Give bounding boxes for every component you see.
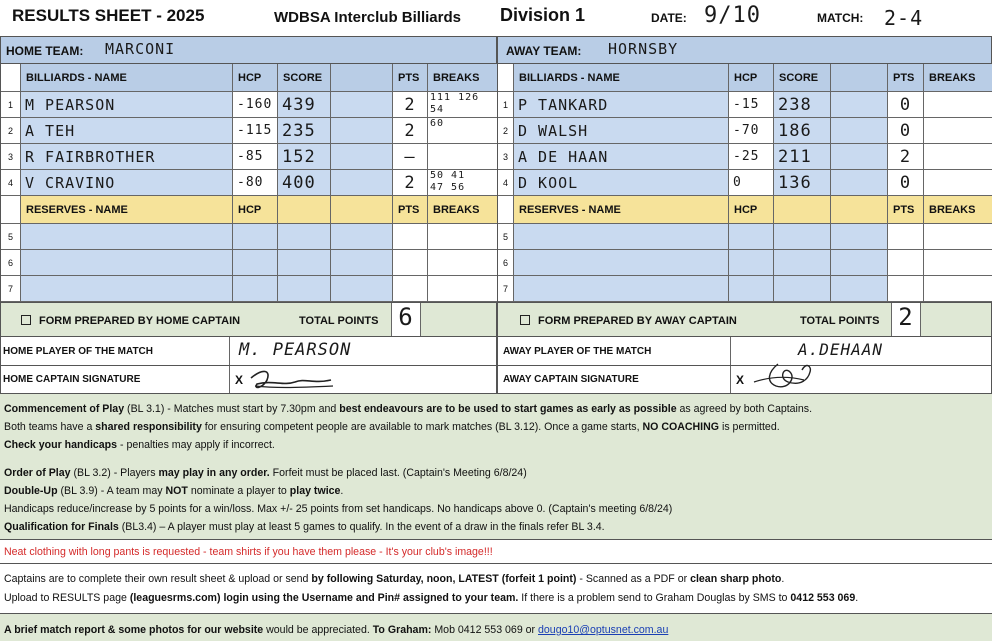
text-segment: Double-Up bbox=[4, 485, 58, 497]
text-segment: as agreed by both Captains. bbox=[676, 403, 813, 415]
home-player-pts-field[interactable]: 2 bbox=[393, 92, 428, 118]
text-segment: Mob 0412 553 069 or bbox=[431, 624, 539, 636]
away-form-row bbox=[497, 302, 992, 337]
away-form-checkbox[interactable] bbox=[520, 315, 530, 325]
home-reserve-blank-field[interactable] bbox=[331, 224, 393, 250]
submission-instructions bbox=[0, 564, 992, 614]
home-player-score-field[interactable]: 400 bbox=[278, 170, 331, 196]
away-total-label: TOTAL POINTS bbox=[800, 315, 880, 327]
away-break-line bbox=[924, 146, 992, 148]
text-line bbox=[4, 466, 672, 480]
text-line bbox=[4, 402, 812, 416]
text-segment: . bbox=[855, 592, 859, 604]
away-spacer-cell bbox=[831, 118, 888, 144]
home-player-breaks-field[interactable] bbox=[428, 118, 498, 144]
home-row-number: 4 bbox=[1, 170, 21, 196]
home-player-name-field[interactable]: M PEARSON bbox=[21, 92, 233, 118]
home-reserves-header-score bbox=[278, 196, 331, 224]
home-form-checkbox[interactable] bbox=[21, 315, 31, 325]
text-segment: nominate a player to bbox=[187, 485, 290, 497]
home-reserve-hcp-field[interactable] bbox=[233, 250, 278, 276]
home-player-breaks-field[interactable] bbox=[428, 144, 498, 170]
away-reserves-header-hcp: HCP bbox=[729, 196, 774, 224]
home-reserve-breaks-field[interactable] bbox=[428, 276, 498, 302]
away-player-pts-field[interactable]: 2 bbox=[888, 144, 924, 170]
home-reserve-score-field[interactable] bbox=[278, 250, 331, 276]
text-segment: would be appreciated. bbox=[263, 624, 373, 636]
text-segment: (BL3.4) – A player must play at least 5 games to qualify. In the event of a draw in the finals refer BL 3.4. bbox=[118, 521, 605, 533]
text-segment: Forfeit must be placed last. (Captain's Meeting 6/8/24) bbox=[269, 467, 527, 479]
home-signature-label: HOME CAPTAIN SIGNATURE bbox=[3, 374, 141, 385]
home-break-line: 50 41 bbox=[430, 170, 466, 181]
text-segment: Check your handicaps bbox=[4, 439, 118, 451]
home-header-blank bbox=[331, 64, 393, 92]
text-segment: Neat clothing with long pants is requested - team shirts if you have them please - It's your club's image!!! bbox=[4, 546, 493, 558]
contact-row bbox=[0, 614, 992, 641]
away-reserves-header-pts: PTS bbox=[888, 196, 924, 224]
home-reserves-header-breaks: BREAKS bbox=[428, 196, 498, 224]
home-results-table bbox=[0, 64, 497, 336]
away-spacer-cell bbox=[831, 144, 888, 170]
text-line bbox=[4, 572, 858, 586]
away-break-line bbox=[924, 94, 992, 96]
home-player-score-field[interactable]: 235 bbox=[278, 118, 331, 144]
home-reserve-name-field[interactable] bbox=[21, 224, 233, 250]
home-break-line: 111 126 bbox=[430, 92, 480, 103]
away-reserve-name-field[interactable] bbox=[514, 276, 729, 302]
home-break-line: 54 bbox=[430, 104, 445, 115]
away-reserve-name-field[interactable] bbox=[514, 250, 729, 276]
home-row-number: 2 bbox=[1, 118, 21, 144]
away-reserve-blank-field[interactable] bbox=[831, 276, 888, 302]
association-name: WDBSA Interclub Billiards bbox=[274, 9, 461, 26]
text-segment: Both teams have a bbox=[4, 421, 96, 433]
away-team-field[interactable]: HORNSBY bbox=[608, 40, 679, 58]
home-player-hcp-field[interactable]: -160 bbox=[233, 92, 278, 118]
away-header-breaks: BREAKS bbox=[924, 64, 992, 92]
date-label: DATE: bbox=[651, 11, 687, 25]
away-reserve-blank-field[interactable] bbox=[831, 224, 888, 250]
away-reserve-number: 6 bbox=[498, 250, 514, 276]
text-line bbox=[4, 520, 672, 534]
away-player-pts-field[interactable]: 0 bbox=[888, 92, 924, 118]
home-signature-field[interactable] bbox=[243, 366, 343, 394]
away-reserve-breaks-field[interactable] bbox=[924, 224, 992, 250]
text-line bbox=[4, 545, 493, 559]
dress-code-row bbox=[0, 540, 992, 564]
home-team-field[interactable]: MARCONI bbox=[105, 40, 176, 58]
text-segment: A brief match report & some photos for our website bbox=[4, 624, 264, 636]
home-total-field[interactable]: 6 bbox=[391, 303, 421, 336]
home-reserve-breaks-field[interactable] bbox=[428, 250, 498, 276]
away-results-table bbox=[497, 64, 992, 336]
away-player-pts-field[interactable]: 0 bbox=[888, 118, 924, 144]
away-player-hcp-field[interactable]: -25 bbox=[729, 144, 774, 170]
home-reserve-name-field[interactable] bbox=[21, 276, 233, 302]
text-segment: - Scanned as a PDF or bbox=[576, 573, 691, 585]
away-player-name-field[interactable]: D WALSH bbox=[514, 118, 729, 144]
home-reserves-header-num bbox=[1, 196, 21, 224]
home-reserve-score-field[interactable] bbox=[278, 276, 331, 302]
away-break-line bbox=[924, 172, 992, 174]
away-form-label: FORM PREPARED BY AWAY CAPTAIN bbox=[538, 315, 737, 327]
home-signature-row bbox=[0, 366, 497, 394]
home-reserve-blank-field[interactable] bbox=[331, 276, 393, 302]
away-player-score-field[interactable]: 211 bbox=[774, 144, 831, 170]
away-player-name-field[interactable]: P TANKARD bbox=[514, 92, 729, 118]
home-break-line bbox=[428, 130, 497, 132]
text-segment: Upload to RESULTS page bbox=[4, 592, 130, 604]
text-line bbox=[4, 438, 812, 452]
text-segment: - penalties may apply if incorrect. bbox=[117, 439, 275, 451]
home-reserves-header-pts: PTS bbox=[393, 196, 428, 224]
away-player-breaks-field[interactable] bbox=[924, 92, 992, 118]
text-line bbox=[4, 591, 858, 605]
away-player-pts-field[interactable]: 0 bbox=[888, 170, 924, 196]
home-reserve-hcp-field[interactable] bbox=[233, 224, 278, 250]
away-player-score-field[interactable]: 136 bbox=[774, 170, 831, 196]
text-segment: (leaguesrms.com) login using the Username and Pin# assigned to your team. bbox=[129, 592, 519, 604]
text-segment: If there is a problem send to Graham Douglas by SMS to bbox=[518, 592, 791, 604]
home-signature-x: X bbox=[235, 373, 244, 387]
text-segment: Commencement of Play bbox=[4, 403, 125, 415]
away-player-hcp-field[interactable]: -70 bbox=[729, 118, 774, 144]
home-reserve-score-field[interactable] bbox=[278, 224, 331, 250]
home-row-number: 3 bbox=[1, 144, 21, 170]
home-header-breaks: BREAKS bbox=[428, 64, 498, 92]
home-reserve-pts-field[interactable] bbox=[393, 276, 428, 302]
home-header-name: BILLIARDS - NAME bbox=[21, 64, 233, 92]
home-spacer-cell bbox=[331, 118, 393, 144]
away-player-breaks-field[interactable] bbox=[924, 118, 992, 144]
home-break-line bbox=[428, 146, 497, 148]
away-reserves-header-name: RESERVES - NAME bbox=[514, 196, 729, 224]
rules-commencement bbox=[2, 402, 813, 456]
away-reserve-name-field[interactable] bbox=[514, 224, 729, 250]
home-reserve-breaks-field[interactable] bbox=[428, 224, 498, 250]
home-reserve-pts-field[interactable] bbox=[393, 224, 428, 250]
away-potm-field[interactable]: A.DEHAAN bbox=[798, 340, 884, 359]
away-player-breaks-field[interactable] bbox=[924, 170, 992, 196]
away-reserves-header-blank bbox=[831, 196, 888, 224]
dress-code-note bbox=[2, 545, 491, 563]
text-segment: for ensuring competent people are available to mark matches (BL 3.12). Once a game starts, bbox=[201, 421, 643, 433]
away-player-name-field[interactable]: D KOOL bbox=[514, 170, 729, 196]
away-row-number: 1 bbox=[498, 92, 514, 118]
home-player-pts-field[interactable]: 2 bbox=[393, 118, 428, 144]
home-total-label: TOTAL POINTS bbox=[299, 315, 379, 327]
away-player-hcp-field[interactable]: -15 bbox=[729, 92, 774, 118]
away-row-number: 4 bbox=[498, 170, 514, 196]
away-reserve-hcp-field[interactable] bbox=[729, 224, 774, 250]
text-segment: play twice bbox=[289, 485, 341, 497]
home-break-line: 47 56 bbox=[430, 182, 466, 193]
text-segment: (BL 3.2) - Players bbox=[70, 467, 159, 479]
away-reserves-header-score bbox=[774, 196, 831, 224]
home-potm-label: HOME PLAYER OF THE MATCH bbox=[3, 346, 154, 357]
home-potm-row bbox=[0, 337, 497, 366]
away-reserve-number: 5 bbox=[498, 224, 514, 250]
home-player-pts-field[interactable]: 2 bbox=[393, 170, 428, 196]
contact-text bbox=[2, 623, 669, 641]
text-line bbox=[4, 484, 672, 498]
home-reserves-header-blank bbox=[331, 196, 393, 224]
text-segment: NOT bbox=[165, 485, 188, 497]
away-row-number: 2 bbox=[498, 118, 514, 144]
home-player-hcp-field[interactable]: -115 bbox=[233, 118, 278, 144]
away-header-score: SCORE bbox=[774, 64, 831, 92]
sheet-title: RESULTS SHEET - 2025 bbox=[12, 6, 205, 25]
email-link[interactable]: dougo10@optusnet.com.au bbox=[538, 624, 669, 636]
away-player-breaks-field[interactable] bbox=[924, 144, 992, 170]
away-reserve-score-field[interactable] bbox=[774, 250, 831, 276]
home-reserve-name-field[interactable] bbox=[21, 250, 233, 276]
text-segment: best endeavours are to be used to start games as early as possible bbox=[339, 403, 677, 415]
away-row-number: 3 bbox=[498, 144, 514, 170]
text-segment: . bbox=[340, 485, 344, 497]
away-team-label: AWAY TEAM: bbox=[506, 44, 582, 58]
date-field[interactable]: 9/10 bbox=[704, 3, 761, 28]
away-total-field[interactable]: 2 bbox=[891, 303, 921, 336]
text-segment: Qualification for Finals bbox=[4, 521, 119, 533]
away-reserve-pts-field[interactable] bbox=[888, 276, 924, 302]
away-signature-label: AWAY CAPTAIN SIGNATURE bbox=[503, 374, 639, 385]
text-segment: NO COACHING bbox=[642, 421, 720, 433]
away-signature-x: X bbox=[736, 373, 745, 387]
away-potm-row bbox=[497, 337, 992, 366]
home-player-score-field[interactable]: 439 bbox=[278, 92, 331, 118]
away-reserve-score-field[interactable] bbox=[774, 276, 831, 302]
home-player-name-field[interactable]: A TEH bbox=[21, 118, 233, 144]
home-form-row bbox=[0, 302, 497, 337]
away-reserve-blank-field[interactable] bbox=[831, 250, 888, 276]
home-player-pts-field[interactable]: – bbox=[393, 144, 428, 170]
away-team-bar bbox=[497, 36, 992, 64]
match-field[interactable]: 2-4 bbox=[884, 6, 924, 30]
home-player-score-field[interactable]: 152 bbox=[278, 144, 331, 170]
home-player-hcp-field[interactable]: -85 bbox=[233, 144, 278, 170]
away-reserves-header-breaks: BREAKS bbox=[924, 196, 992, 224]
home-player-breaks-field[interactable] bbox=[428, 92, 498, 118]
text-segment: . bbox=[781, 573, 785, 585]
away-reserve-breaks-field[interactable] bbox=[924, 276, 992, 302]
away-spacer-cell bbox=[831, 170, 888, 196]
text-line bbox=[4, 623, 668, 637]
home-team-bar bbox=[0, 36, 497, 64]
home-reserve-hcp-field[interactable] bbox=[233, 276, 278, 302]
away-header-num bbox=[498, 64, 514, 92]
away-reserve-breaks-field[interactable] bbox=[924, 250, 992, 276]
rules-order-of-play bbox=[2, 466, 673, 538]
home-spacer-cell bbox=[331, 170, 393, 196]
home-spacer-cell bbox=[331, 144, 393, 170]
home-reserve-number: 6 bbox=[1, 250, 21, 276]
home-reserves-header-hcp: HCP bbox=[233, 196, 278, 224]
home-team-label: HOME TEAM: bbox=[6, 44, 84, 58]
home-reserve-pts-field[interactable] bbox=[393, 250, 428, 276]
text-segment: (BL 3.1) - Matches must start by 7.30pm and bbox=[124, 403, 340, 415]
home-player-hcp-field[interactable]: -80 bbox=[233, 170, 278, 196]
text-segment: may play in any order. bbox=[158, 467, 270, 479]
away-signature-field[interactable] bbox=[748, 352, 858, 396]
home-row-number: 1 bbox=[1, 92, 21, 118]
away-reserve-pts-field[interactable] bbox=[888, 250, 924, 276]
home-header-score: SCORE bbox=[278, 64, 331, 92]
away-potm-label: AWAY PLAYER OF THE MATCH bbox=[503, 346, 652, 357]
text-segment: shared responsibility bbox=[95, 421, 202, 433]
away-player-score-field[interactable]: 238 bbox=[774, 92, 831, 118]
home-header-pts: PTS bbox=[393, 64, 428, 92]
away-reserve-hcp-field[interactable] bbox=[729, 276, 774, 302]
home-reserve-number: 7 bbox=[1, 276, 21, 302]
away-break-line bbox=[924, 120, 992, 122]
home-player-name-field[interactable]: R FAIRBROTHER bbox=[21, 144, 233, 170]
away-signature-row bbox=[497, 366, 992, 394]
home-header-hcp: HCP bbox=[233, 64, 278, 92]
home-player-breaks-field[interactable] bbox=[428, 170, 498, 196]
text-segment: Captains are to complete their own result sheet & upload or send bbox=[4, 573, 312, 585]
text-segment: Handicaps reduce/increase by 5 points for a win/loss. Max +/- 25 points from set handicaps. No handicaps above 0. (Captain's meeting 6/8/24) bbox=[4, 503, 673, 515]
home-break-line: 60 bbox=[430, 118, 445, 129]
away-header-pts: PTS bbox=[888, 64, 924, 92]
text-line bbox=[4, 420, 812, 434]
home-reserve-blank-field[interactable] bbox=[331, 250, 393, 276]
rules-section bbox=[0, 394, 992, 540]
match-label: MATCH: bbox=[817, 11, 864, 25]
home-header-num bbox=[1, 64, 21, 92]
away-header-name: BILLIARDS - NAME bbox=[514, 64, 729, 92]
home-reserves-header-name: RESERVES - NAME bbox=[21, 196, 233, 224]
home-reserve-number: 5 bbox=[1, 224, 21, 250]
text-segment: Order of Play bbox=[4, 467, 71, 479]
home-player-name-field[interactable]: V CRAVINO bbox=[21, 170, 233, 196]
text-segment: clean sharp photo bbox=[690, 573, 782, 585]
away-player-score-field[interactable]: 186 bbox=[774, 118, 831, 144]
away-player-hcp-field[interactable]: 0 bbox=[729, 170, 774, 196]
home-potm-field[interactable]: M. PEARSON bbox=[239, 340, 352, 360]
division-label: Division 1 bbox=[500, 5, 586, 25]
away-reserve-score-field[interactable] bbox=[774, 224, 831, 250]
text-line bbox=[4, 502, 672, 516]
home-spacer-cell bbox=[331, 92, 393, 118]
text-segment: by following Saturday, noon, LATEST (forfeit 1 point) bbox=[311, 573, 577, 585]
away-reserve-number: 7 bbox=[498, 276, 514, 302]
submission-text bbox=[2, 572, 859, 610]
text-segment: 0412 553 069 bbox=[790, 592, 856, 604]
away-header-hcp: HCP bbox=[729, 64, 774, 92]
away-reserve-pts-field[interactable] bbox=[888, 224, 924, 250]
text-segment: (BL 3.9) - A team may bbox=[57, 485, 166, 497]
away-reserve-hcp-field[interactable] bbox=[729, 250, 774, 276]
home-form-label: FORM PREPARED BY HOME CAPTAIN bbox=[39, 315, 241, 327]
away-header-blank bbox=[831, 64, 888, 92]
away-spacer-cell bbox=[831, 92, 888, 118]
away-reserves-header-num bbox=[498, 196, 514, 224]
title-bar bbox=[0, 0, 992, 35]
away-player-name-field[interactable]: A DE HAAN bbox=[514, 144, 729, 170]
text-segment: To Graham: bbox=[372, 624, 432, 636]
text-segment: is permitted. bbox=[719, 421, 780, 433]
